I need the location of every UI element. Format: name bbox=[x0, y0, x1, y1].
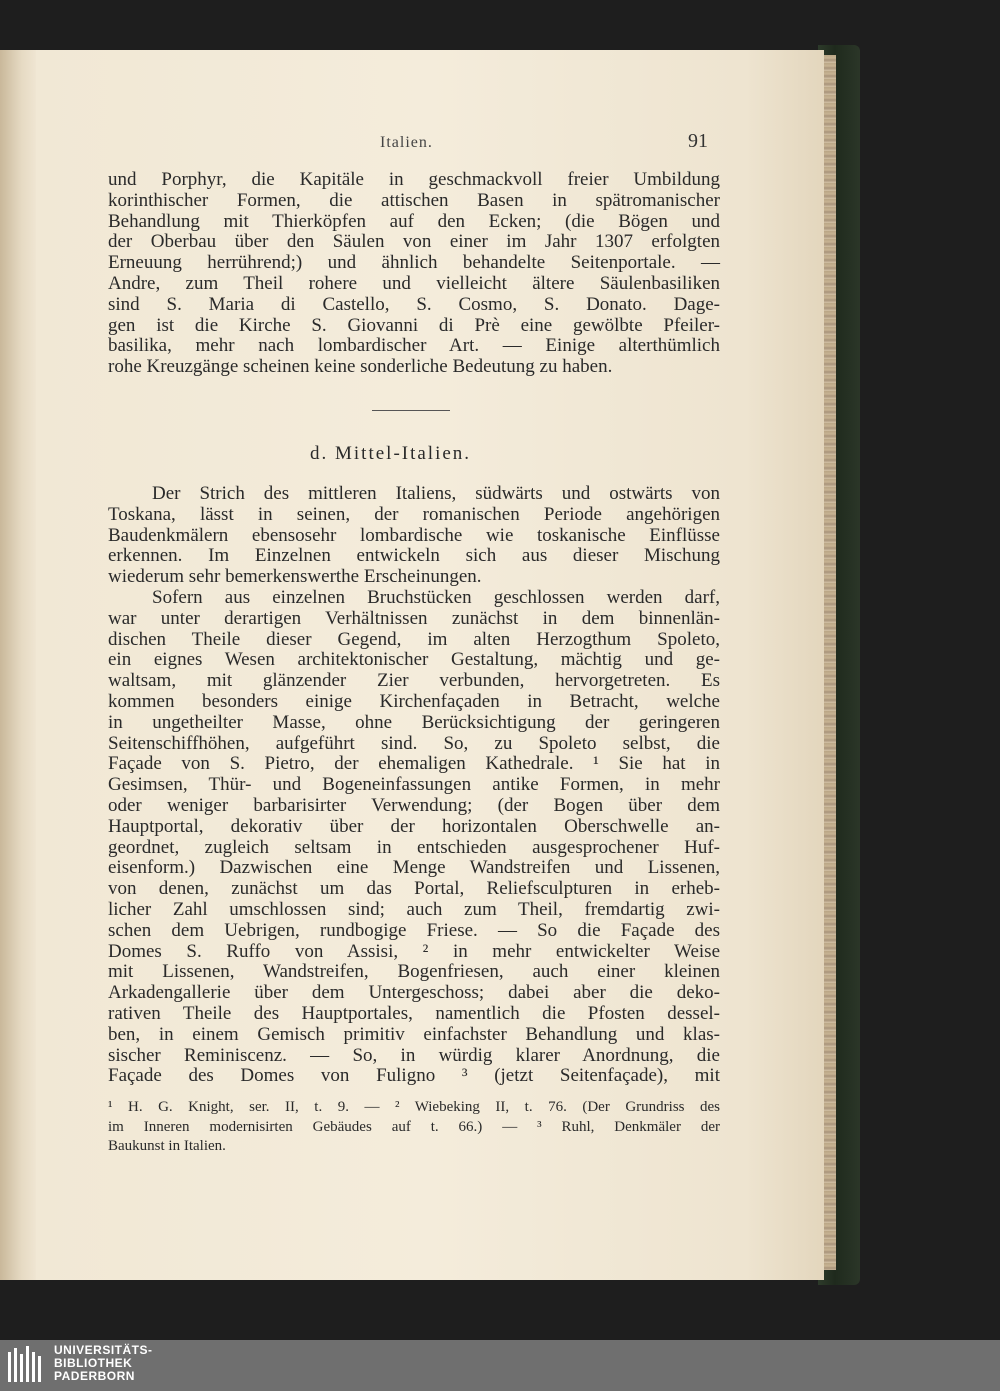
library-name-line-1: UNIVERSITÄTS- bbox=[54, 1343, 153, 1357]
text-line: erkennen. Im Einzelnen entwickeln sich aus dieser Mischung bbox=[108, 545, 720, 567]
section-divider bbox=[372, 410, 450, 411]
page-header bbox=[36, 130, 824, 160]
library-name-line-3: PADERBORN bbox=[54, 1369, 135, 1383]
text-line: Gesimsen, Thür- und Bogeneinfassungen antike Formen, in mehr bbox=[108, 774, 720, 796]
footnote-line: ¹ H. G. Knight, ser. II, t. 9. — ² Wiebeking II, t. 76. (Der Grundriss des bbox=[108, 1099, 720, 1115]
footnotes bbox=[108, 1098, 720, 1157]
text-line: basilika, mehr nach lombardischer Art. — Einige alterthümlich bbox=[108, 335, 720, 357]
footnote-line: im Inneren modernisirten Gebäudes auf t. 66.) — ³ Ruhl, Denkmäler der bbox=[108, 1118, 720, 1135]
page-number: 91 bbox=[688, 130, 708, 152]
text-line: Hauptportal, dekorativ über der horizontalen Oberschwelle an- bbox=[108, 815, 720, 837]
text-line: korinthischer Formen, die attischen Basen in spätromanischer bbox=[108, 189, 720, 211]
text-line: Façade von S. Pietro, der ehemaligen Kathedrale. ¹ Sie hat in bbox=[108, 753, 720, 775]
text-line: licher Zahl umschlossen sind; auch zum Theil, fremdartig zwi- bbox=[108, 898, 720, 920]
library-logo-bar bbox=[0, 1340, 1000, 1391]
left-page-edge bbox=[0, 50, 36, 1280]
text-line: und Porphyr, die Kapitäle in geschmackvoll freier Umbildung bbox=[108, 169, 720, 190]
text-line: mit Lissenen, Wandstreifen, Bogenfriesen, auch einer kleinen bbox=[108, 961, 720, 983]
paragraph-2 bbox=[108, 484, 720, 1087]
text-line: kommen besonders einige Kirchenfaçaden in Betracht, welche bbox=[108, 690, 720, 712]
text-line: Behandlung mit Thierköpfen auf den Ecken; (die Bögen und bbox=[108, 210, 720, 232]
footnote-line: Baukunst in Italien. bbox=[108, 1138, 226, 1154]
text-line: Sofern aus einzelnen Bruchstücken geschlossen werden darf, bbox=[152, 586, 720, 608]
text-line: von denen, zunächst um das Portal, Reliefsculpturen in erheb- bbox=[108, 878, 720, 900]
text-line: geordnet, zugleich seltsam in entschieden ausgesprochener Huf- bbox=[108, 836, 720, 858]
text-line: rohe Kreuzgänge scheinen keine sonderliche Bedeutung zu haben. bbox=[108, 356, 613, 378]
page bbox=[36, 50, 824, 1280]
text-line: sind S. Maria di Castello, S. Cosmo, S. Donato. Dage- bbox=[108, 293, 720, 315]
running-title: Italien. bbox=[380, 134, 433, 151]
text-line: wiederum sehr bemerkenswerthe Erscheinungen. bbox=[108, 566, 482, 588]
text-line: dischen Theile dieser Gegend, im alten Herzogthum Spoleto, bbox=[108, 628, 720, 650]
library-name bbox=[54, 1344, 153, 1383]
text-line: Seitenschiffhöhen, aufgeführt sind. So, zu Spoleto selbst, die bbox=[108, 732, 720, 754]
text-line: rativen Theile des Hauptportales, namentlich die Pfosten dessel- bbox=[108, 1002, 720, 1024]
text-line: Toskana, lässt in seinen, der romanischen Periode angehörigen bbox=[108, 503, 720, 525]
library-logo-icon bbox=[6, 1344, 46, 1386]
section-heading: d. Mittel-Italien. bbox=[310, 443, 472, 464]
paragraph-1 bbox=[108, 170, 720, 378]
text-line: Baudenkmälern ebensosehr lombardische wie toskanische Einflüsse bbox=[108, 524, 720, 546]
text-line: in ungetheilter Masse, ohne Berücksichtigung der geringeren bbox=[108, 711, 720, 733]
library-name-line-2: BIBLIOTHEK bbox=[54, 1356, 133, 1370]
text-line: der Oberbau über den Säulen von einer im Jahr 1307 erfolgten bbox=[108, 231, 720, 253]
text-line: ein eignes Wesen architektonischer Gestaltung, mächtig und ge- bbox=[108, 649, 720, 671]
text-line: oder weniger barbarisirter Verwendung; (der Bogen über dem bbox=[108, 794, 720, 816]
text-line: eisenform.) Dazwischen eine Menge Wandstreifen und Lissenen, bbox=[108, 857, 720, 879]
text-line: waltsam, mit glänzender Zier verbunden, hervorgetreten. Es bbox=[108, 670, 720, 692]
text-line: sischer Reminiscenz. — So, in würdig klarer Anordnung, die bbox=[108, 1044, 720, 1066]
text-line: Arkadengallerie über dem Untergeschoss; dabei aber die deko- bbox=[108, 982, 720, 1004]
text-line: Erneuung herrührend;) und ähnlich behandelte Seitenportale. — bbox=[108, 252, 720, 274]
text-line: Andre, zum Theil rohere und vielleicht ältere Säulenbasiliken bbox=[108, 272, 720, 294]
text-line: Façade des Domes von Fuligno ³ (jetzt Seitenfaçade), mit bbox=[108, 1065, 720, 1087]
text-line: war unter derartigen Verhältnissen zunächst in dem binnenlän- bbox=[108, 607, 720, 629]
text-line: gen ist die Kirche S. Giovanni di Prè eine gewölbte Pfeiler- bbox=[108, 314, 720, 336]
text-line: Domes S. Ruffo von Assisi, ² in mehr entwickelter Weise bbox=[108, 940, 720, 962]
text-line: Der Strich des mittleren Italiens, südwärts und ostwärts von bbox=[152, 483, 720, 504]
text-line: schen dem Uebrigen, rundbogige Friese. — So die Façade des bbox=[108, 919, 720, 941]
text-line: ben, in einem Gemisch primitiv einfachster Behandlung und klas- bbox=[108, 1023, 720, 1045]
